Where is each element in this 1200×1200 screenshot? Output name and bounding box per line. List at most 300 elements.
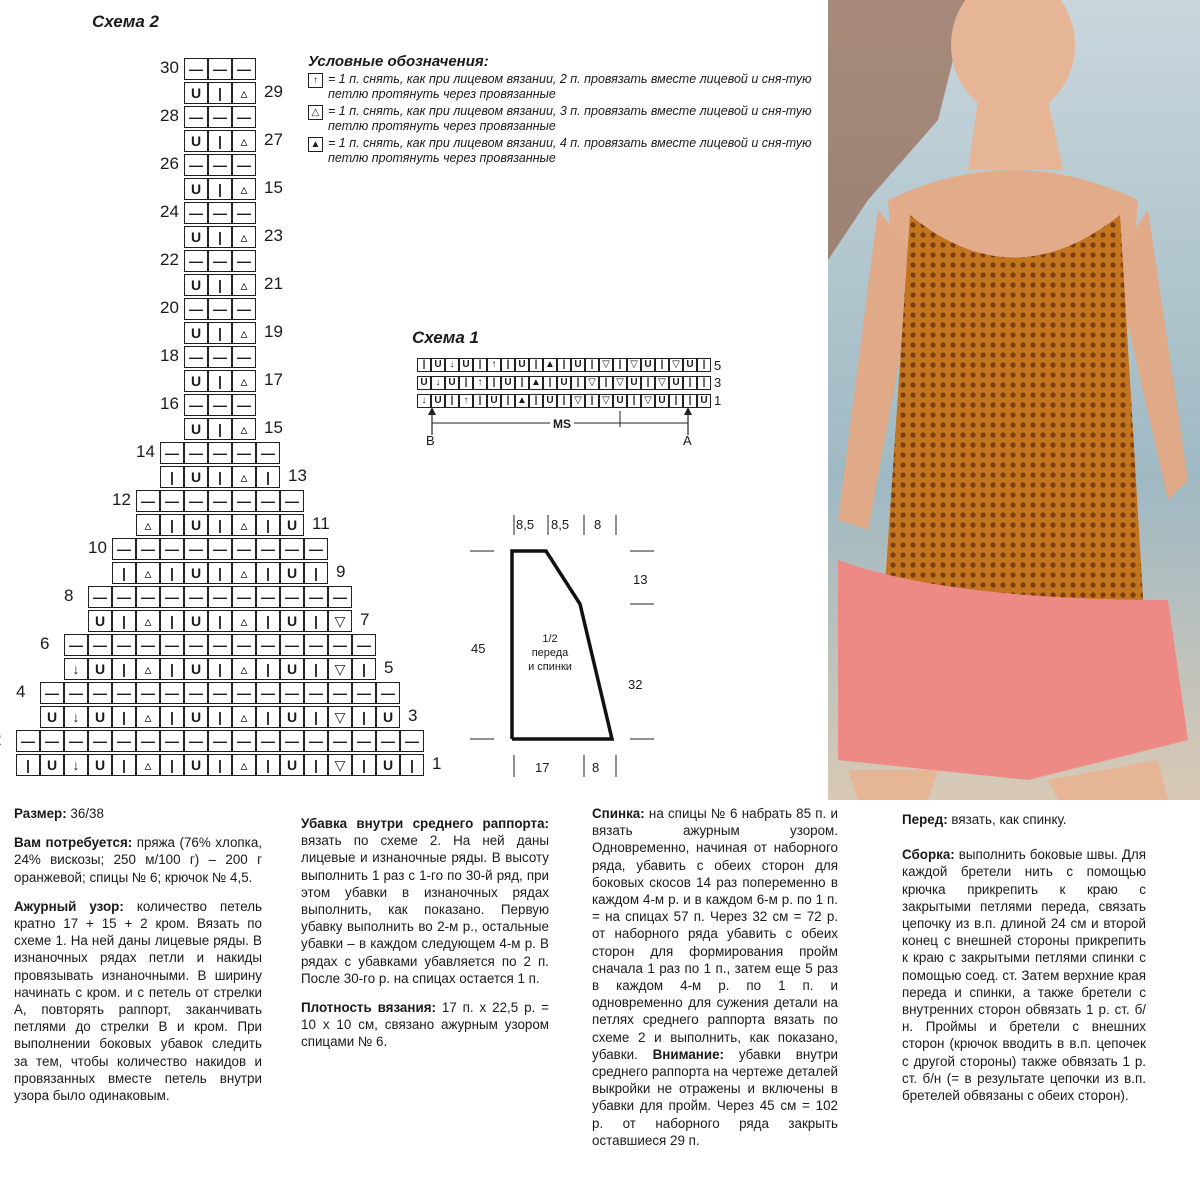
chart-cell: — bbox=[280, 586, 304, 608]
chart-cell: — bbox=[88, 586, 112, 608]
chart-cell: — bbox=[184, 58, 208, 80]
chart-cell: — bbox=[256, 730, 280, 752]
chart-cell: | bbox=[697, 358, 711, 372]
chart-cell: — bbox=[184, 106, 208, 128]
chart-cell: | bbox=[487, 376, 501, 390]
chart-cell: — bbox=[184, 250, 208, 272]
chart-cell: | bbox=[501, 358, 515, 372]
chart-cell: | bbox=[208, 706, 232, 728]
chart-cell: — bbox=[256, 586, 280, 608]
chart-cell: | bbox=[400, 754, 424, 776]
row-label: 20 bbox=[160, 298, 179, 317]
chart-cell: — bbox=[352, 730, 376, 752]
row-label bbox=[0, 730, 1, 750]
chart-cell: — bbox=[280, 730, 304, 752]
row-label: 29 bbox=[264, 82, 283, 101]
chart-cell: ▵ bbox=[232, 418, 256, 440]
need-paragraph bbox=[14, 834, 262, 886]
chart-cell: | bbox=[417, 358, 431, 372]
row-label: 3 bbox=[408, 706, 418, 725]
chart-cell: — bbox=[64, 730, 88, 752]
row-label: 30 bbox=[160, 58, 179, 77]
chart-cell: U bbox=[487, 394, 501, 408]
chart-cell: U bbox=[280, 706, 304, 728]
chart-cell: ▵ bbox=[136, 562, 160, 584]
chart-cell: | bbox=[112, 562, 136, 584]
chart-cell: — bbox=[136, 490, 160, 512]
legend-item-triangle-filled bbox=[308, 136, 828, 166]
chart-cell: | bbox=[627, 394, 641, 408]
chart-cell: ▽ bbox=[328, 706, 352, 728]
chart-cell: — bbox=[328, 586, 352, 608]
chart-cell: U bbox=[40, 754, 64, 776]
chart-cell: | bbox=[585, 358, 599, 372]
row-label: 14 bbox=[136, 442, 155, 461]
chart-cell: — bbox=[256, 490, 280, 512]
assembly-paragraph bbox=[902, 846, 1146, 1104]
chart-cell: — bbox=[208, 346, 232, 368]
chart-cell: | bbox=[543, 376, 557, 390]
chart-cell: U bbox=[431, 394, 445, 408]
arrow-b-label: B bbox=[426, 433, 435, 448]
text-column-3 bbox=[592, 805, 838, 1161]
attention-value: убавки внутри среднего раппорта на чертеже деталей выкройки не отражены и включены в убавки для пройм. Через 45 см = 102 р. от наборного ряда закрыть оставшиеся 29 п. bbox=[592, 1046, 838, 1148]
chart-cell: U bbox=[459, 358, 473, 372]
chart-cell: — bbox=[280, 682, 304, 704]
row-label: 9 bbox=[336, 562, 346, 581]
chart-cell: — bbox=[208, 490, 232, 512]
row-label: 12 bbox=[112, 490, 131, 509]
chart-cell: — bbox=[136, 634, 160, 656]
chart-cell: ▵ bbox=[232, 562, 256, 584]
chart-cell: — bbox=[232, 346, 256, 368]
row-label: 11 bbox=[312, 514, 330, 533]
chart-cell: — bbox=[304, 634, 328, 656]
chart-cell: U bbox=[280, 514, 304, 536]
scheme1-row-3: 3 bbox=[714, 375, 722, 390]
chart-cell: U bbox=[627, 376, 641, 390]
back-value: на спицы № 6 набрать 85 п. и вязать ажурным узором. Одновременно, начиная от наборного ряда, убавить с обеих сторон для боковых скосов 14 раз попеременно в каждом 4-м р. и в каждом 6-м р. по 1 п. = на спицах 57 п. Через 32 см = 72 р. от наборного ряда убавить с обеих сторон для формирования пройм сначала 1 раз по 1 п., затем еще 5 раз в каждом 4-м р. по 1 п. и одновременно для сужения детали на петлях среднего раппорта вязать по схеме 2 и выполнить, как показано, убавки. bbox=[592, 806, 838, 1062]
chart-cell: — bbox=[232, 58, 256, 80]
chart-cell: U bbox=[184, 466, 208, 488]
legend bbox=[308, 54, 828, 168]
chart-cell: — bbox=[328, 634, 352, 656]
chart-cell: U bbox=[40, 706, 64, 728]
dim-right-top: 13 bbox=[633, 572, 648, 587]
chart-cell: | bbox=[208, 514, 232, 536]
chart-cell: — bbox=[136, 586, 160, 608]
arrow-up-icon: ↑ bbox=[308, 73, 323, 88]
chart-cell: ▵ bbox=[232, 82, 256, 104]
chart-cell: — bbox=[208, 154, 232, 176]
chart-cell: ↓ bbox=[445, 358, 459, 372]
attention-label: Внимание: bbox=[652, 1046, 725, 1062]
chart-cell: ▽ bbox=[669, 358, 683, 372]
chart-cell: ▲ bbox=[529, 376, 543, 390]
density-value: 17 п. х 22,5 р. = 10 х 10 см, связано ажурным узором спицами № 6. bbox=[301, 1000, 550, 1050]
chart-cell: | bbox=[16, 754, 40, 776]
dim-right-bottom: 32 bbox=[628, 677, 643, 692]
chart-cell: ▲ bbox=[543, 358, 557, 372]
chart-cell: — bbox=[232, 586, 256, 608]
chart-cell: U bbox=[184, 370, 208, 392]
chart-cell: ▽ bbox=[641, 394, 655, 408]
chart-cell: | bbox=[160, 610, 184, 632]
chart-cell: — bbox=[136, 538, 160, 560]
chart-cell: | bbox=[352, 658, 376, 680]
chart-cell: | bbox=[112, 754, 136, 776]
chart-cell: — bbox=[136, 730, 160, 752]
row-label: 17 bbox=[264, 370, 283, 389]
chart-cell: — bbox=[232, 634, 256, 656]
chart-cell: — bbox=[184, 298, 208, 320]
row-label: 23 bbox=[264, 226, 283, 245]
chart-cell: — bbox=[208, 682, 232, 704]
chart-cell: — bbox=[208, 58, 232, 80]
chart-cell: U bbox=[280, 658, 304, 680]
chart-cell: ▵ bbox=[136, 706, 160, 728]
chart-cell: U bbox=[184, 514, 208, 536]
chart-cell: | bbox=[160, 754, 184, 776]
chart-cell: | bbox=[352, 754, 376, 776]
chart-cell: ↓ bbox=[64, 706, 88, 728]
chart-cell: ▽ bbox=[599, 394, 613, 408]
chart-cell: ↑ bbox=[459, 394, 473, 408]
pattern-label-line: переда bbox=[531, 647, 569, 659]
chart-cell: — bbox=[232, 682, 256, 704]
chart-cell: U bbox=[184, 706, 208, 728]
chart-cell: — bbox=[256, 682, 280, 704]
chart-cell: — bbox=[256, 538, 280, 560]
chart-cell: ▵ bbox=[232, 322, 256, 344]
chart-cell: | bbox=[669, 394, 683, 408]
chart-cell: | bbox=[112, 706, 136, 728]
chart-cell: — bbox=[64, 682, 88, 704]
chart-cell: — bbox=[208, 442, 232, 464]
density-paragraph bbox=[301, 999, 549, 1051]
chart-cell: — bbox=[112, 538, 136, 560]
chart-cell: U bbox=[501, 376, 515, 390]
chart-cell: — bbox=[184, 586, 208, 608]
chart-cell: ▵ bbox=[136, 754, 160, 776]
chart-cell: U bbox=[184, 130, 208, 152]
row-label: 28 bbox=[160, 106, 179, 125]
assembly-label: Сборка: bbox=[902, 847, 955, 863]
chart-cell: ▵ bbox=[232, 754, 256, 776]
chart-cell: | bbox=[208, 82, 232, 104]
chart-cell: U bbox=[669, 376, 683, 390]
chart-cell: | bbox=[529, 358, 543, 372]
chart-cell: | bbox=[501, 394, 515, 408]
chart-cell: ▵ bbox=[136, 514, 160, 536]
chart-cell: ↓ bbox=[431, 376, 445, 390]
chart-cell: ▽ bbox=[599, 358, 613, 372]
row-label: 19 bbox=[264, 322, 283, 341]
legend-text: = 1 п. снять, как при лицевом вязании, 4 п. провязать вместе лицевой и сня-тую петлю протянуть через провязанные bbox=[328, 136, 812, 165]
dim-top-2: 8,5 bbox=[551, 517, 570, 532]
row-label: 10 bbox=[88, 538, 107, 557]
lace-label: Ажурный узор: bbox=[14, 898, 124, 914]
chart-cell: — bbox=[184, 202, 208, 224]
chart-cell: U bbox=[515, 358, 529, 372]
chart-cell: — bbox=[328, 730, 352, 752]
row-label: 6 bbox=[40, 634, 50, 653]
chart-cell: | bbox=[256, 466, 280, 488]
chart-cell: — bbox=[160, 682, 184, 704]
chart-cell: — bbox=[256, 634, 280, 656]
front-label: Перед: bbox=[902, 812, 948, 827]
chart-cell: — bbox=[376, 682, 400, 704]
chart-cell: — bbox=[160, 730, 184, 752]
chart-cell: — bbox=[136, 682, 160, 704]
chart-cell: ▵ bbox=[232, 226, 256, 248]
chart-cell: — bbox=[64, 634, 88, 656]
chart-cell: — bbox=[232, 250, 256, 272]
chart-cell: ▵ bbox=[232, 370, 256, 392]
chart-cell: | bbox=[613, 358, 627, 372]
chart-cell: U bbox=[683, 358, 697, 372]
chart-cell: | bbox=[160, 562, 184, 584]
chart-cell: | bbox=[557, 394, 571, 408]
chart-cell: ↑ bbox=[473, 376, 487, 390]
chart-cell: — bbox=[184, 490, 208, 512]
scheme2-title: Схема 2 bbox=[92, 12, 159, 31]
chart-cell: | bbox=[473, 358, 487, 372]
row-label: 8 bbox=[64, 586, 74, 605]
chart-cell: ↑ bbox=[487, 358, 501, 372]
text-column-4 bbox=[902, 811, 1146, 1116]
chart-cell: ▲ bbox=[515, 394, 529, 408]
chart-cell: — bbox=[184, 730, 208, 752]
chart-cell: U bbox=[184, 610, 208, 632]
row-label: 5 bbox=[384, 658, 394, 677]
model-photo-illustration bbox=[828, 0, 1200, 800]
chart-cell: | bbox=[160, 466, 184, 488]
chart-cell: — bbox=[16, 730, 40, 752]
chart-cell: U bbox=[557, 376, 571, 390]
chart-cell: | bbox=[208, 562, 232, 584]
ms-label: MS bbox=[550, 417, 574, 431]
chart-cell: U bbox=[184, 418, 208, 440]
chart-cell: | bbox=[256, 658, 280, 680]
chart-cell: — bbox=[112, 730, 136, 752]
model-photo bbox=[828, 0, 1200, 800]
chart-cell: — bbox=[184, 538, 208, 560]
dec-value: вязать по схеме 2. На ней даны лицевые и изнаночные ряды. В высоту выполнить 1 раз с 1-го по 30-й ряд, при этом убавки в изнаночных рядах выполнить, как показано. Первую убавку выполнить во 2-м р., остальные убавки – в каждом следующем 4-м р. В рядах с убавками убавляется по 2 п. После 30-го р. на спицах остается 1 п. bbox=[301, 833, 549, 986]
chart-cell: — bbox=[112, 634, 136, 656]
chart-cell: | bbox=[208, 658, 232, 680]
triangle-outline-icon: △ bbox=[308, 105, 323, 120]
legend-text: = 1 п. снять, как при лицевом вязании, 3 п. провязать вместе лицевой и сня-тую петлю протянуть через провязанные bbox=[328, 104, 812, 133]
chart-cell: — bbox=[88, 634, 112, 656]
chart-cell: | bbox=[160, 706, 184, 728]
chart-cell: U bbox=[88, 706, 112, 728]
chart-cell: U bbox=[184, 658, 208, 680]
row-label: 27 bbox=[264, 130, 283, 149]
chart-cell: | bbox=[599, 376, 613, 390]
chart-cell: — bbox=[232, 442, 256, 464]
front-value: вязать, как спинку. bbox=[947, 812, 1067, 827]
chart-cell: | bbox=[256, 754, 280, 776]
back-paragraph bbox=[592, 805, 838, 1149]
need-value: пряжа (76% хлопка, 24% вискозы; 250 м/100 г) – 200 г оранжевой; спицы № 6; крючок № 4,5. bbox=[14, 835, 262, 885]
chart-cell: U bbox=[417, 376, 431, 390]
chart-cell: ▵ bbox=[232, 706, 256, 728]
arrow-a-label: A bbox=[683, 433, 692, 448]
chart-cell: U bbox=[88, 754, 112, 776]
chart-cell: | bbox=[208, 370, 232, 392]
chart-cell: | bbox=[445, 394, 459, 408]
chart-cell: ▽ bbox=[571, 394, 585, 408]
chart-cell: — bbox=[88, 730, 112, 752]
chart-cell: | bbox=[683, 376, 697, 390]
chart-cell: ▵ bbox=[232, 466, 256, 488]
chart-cell: — bbox=[112, 682, 136, 704]
chart-cell: — bbox=[184, 154, 208, 176]
text-column-1 bbox=[14, 805, 262, 1116]
chart-cell: ▵ bbox=[232, 274, 256, 296]
chart-cell: ▵ bbox=[232, 514, 256, 536]
chart-cell: | bbox=[529, 394, 543, 408]
chart-cell: — bbox=[232, 538, 256, 560]
scheme1-title: Схема 1 bbox=[412, 328, 479, 347]
chart-cell: — bbox=[232, 394, 256, 416]
chart-cell: — bbox=[280, 634, 304, 656]
lace-paragraph bbox=[14, 898, 262, 1104]
chart-cell: | bbox=[683, 394, 697, 408]
chart-cell: | bbox=[208, 130, 232, 152]
chart-cell: ↓ bbox=[64, 658, 88, 680]
chart-cell: U bbox=[184, 226, 208, 248]
dim-bottom-1: 17 bbox=[535, 760, 550, 775]
chart-cell: U bbox=[280, 754, 304, 776]
assembly-value: выполнить боковые швы. Для каждой бретели нить с помощью крючка прикрепить к краю с закрытыми петлями переда, связать цепочку из в.п. длиной 24 см и второй конец с внешней стороны прикрепить к краю с закрытыми петлями спинки с помощью соед. ст. Затем верхние края переда и спинки, а также бретели с внутренних сторон обвязать 1 р. ст. б/н. Проймы и бретели с внешних сторон (крючок вводить в в.п. цепочек с другой стороны) также обвязать 1 р. ст. б/н (= в результате цепочки из в.п. бретелей обвязаны с обеих сторон). bbox=[902, 847, 1146, 1104]
chart-cell: — bbox=[352, 682, 376, 704]
chart-cell: | bbox=[352, 706, 376, 728]
chart-cell: — bbox=[400, 730, 424, 752]
row-label: 13 bbox=[288, 466, 307, 485]
chart-cell: ▵ bbox=[136, 658, 160, 680]
chart-cell: — bbox=[208, 538, 232, 560]
legend-item-triangle-outline bbox=[308, 104, 828, 134]
chart-cell: U bbox=[280, 610, 304, 632]
row-label: 4 bbox=[16, 682, 26, 701]
chart-cell: ▵ bbox=[232, 130, 256, 152]
chart-cell: — bbox=[232, 298, 256, 320]
legend-text: = 1 п. снять, как при лицевом вязании, 2 п. провязать вместе лицевой и сня-тую петлю протянуть через провязанные bbox=[328, 72, 812, 101]
dim-top-1: 8,5 bbox=[516, 517, 535, 532]
dec-label: Убавка внутри среднего раппорта: bbox=[301, 816, 549, 831]
chart-cell: U bbox=[641, 358, 655, 372]
chart-cell: U bbox=[88, 610, 112, 632]
chart-cell: | bbox=[697, 376, 711, 390]
chart-cell: — bbox=[328, 682, 352, 704]
chart-cell: | bbox=[208, 754, 232, 776]
chart-cell: — bbox=[232, 154, 256, 176]
chart-cell: ▽ bbox=[627, 358, 641, 372]
chart-cell: — bbox=[256, 442, 280, 464]
back-label: Спинка: bbox=[592, 806, 645, 821]
chart-cell: | bbox=[160, 514, 184, 536]
size-label: Размер: bbox=[14, 806, 67, 821]
chart-cell: — bbox=[208, 586, 232, 608]
chart-cell: — bbox=[208, 634, 232, 656]
chart-cell: — bbox=[208, 298, 232, 320]
chart-cell: — bbox=[160, 538, 184, 560]
chart-cell: | bbox=[304, 706, 328, 728]
chart-cell: U bbox=[88, 658, 112, 680]
row-label: 7 bbox=[360, 610, 370, 629]
chart-cell: | bbox=[208, 178, 232, 200]
chart-cell: U bbox=[280, 562, 304, 584]
chart-cell: | bbox=[473, 394, 487, 408]
chart-cell: — bbox=[112, 586, 136, 608]
chart-cell: ▵ bbox=[232, 178, 256, 200]
chart-cell: ↓ bbox=[417, 394, 431, 408]
chart-cell: U bbox=[184, 274, 208, 296]
chart-cell: ▵ bbox=[136, 610, 160, 632]
chart-cell: U bbox=[697, 394, 711, 408]
chart-cell: — bbox=[208, 106, 232, 128]
chart-cell: — bbox=[232, 202, 256, 224]
chart-cell: | bbox=[515, 376, 529, 390]
chart-cell: — bbox=[208, 394, 232, 416]
chart-cell: | bbox=[459, 376, 473, 390]
chart-cell: | bbox=[256, 706, 280, 728]
scheme1-row-1: 1 bbox=[714, 393, 722, 408]
chart-cell: — bbox=[304, 730, 328, 752]
row-label: 21 bbox=[264, 274, 283, 293]
chart-cell: — bbox=[280, 538, 304, 560]
chart-cell: | bbox=[208, 610, 232, 632]
chart-cell: ▽ bbox=[328, 658, 352, 680]
density-label: Плотность вязания: bbox=[301, 1000, 436, 1016]
chart-cell: U bbox=[655, 394, 669, 408]
chart-cell: — bbox=[40, 730, 64, 752]
chart-cell: | bbox=[655, 358, 669, 372]
chart-cell: | bbox=[557, 358, 571, 372]
chart-cell: U bbox=[445, 376, 459, 390]
chart-cell: | bbox=[208, 322, 232, 344]
chart-cell: | bbox=[112, 610, 136, 632]
chart-cell: | bbox=[304, 610, 328, 632]
chart-cell: ▽ bbox=[585, 376, 599, 390]
size-value: 36/38 bbox=[66, 806, 104, 821]
chart-cell: | bbox=[585, 394, 599, 408]
chart-cell: — bbox=[184, 442, 208, 464]
dim-top-3: 8 bbox=[594, 517, 602, 532]
chart-cell: U bbox=[431, 358, 445, 372]
chart-cell: | bbox=[208, 466, 232, 488]
chart-cell: — bbox=[160, 442, 184, 464]
chart-cell: — bbox=[160, 586, 184, 608]
chart-cell: | bbox=[304, 754, 328, 776]
row-label: 24 bbox=[160, 202, 179, 221]
chart-cell: — bbox=[184, 346, 208, 368]
chart-cell: | bbox=[256, 610, 280, 632]
chart-cell: — bbox=[160, 634, 184, 656]
dim-bottom-2: 8 bbox=[592, 760, 600, 775]
chart-cell: ▽ bbox=[328, 754, 352, 776]
chart-cell: U bbox=[571, 358, 585, 372]
pattern-label bbox=[520, 632, 580, 674]
chart-cell: | bbox=[160, 658, 184, 680]
chart-cell: — bbox=[304, 538, 328, 560]
chart-cell: U bbox=[543, 394, 557, 408]
chart-cell: | bbox=[208, 274, 232, 296]
chart-cell: — bbox=[208, 250, 232, 272]
row-label: 1 bbox=[432, 754, 442, 773]
